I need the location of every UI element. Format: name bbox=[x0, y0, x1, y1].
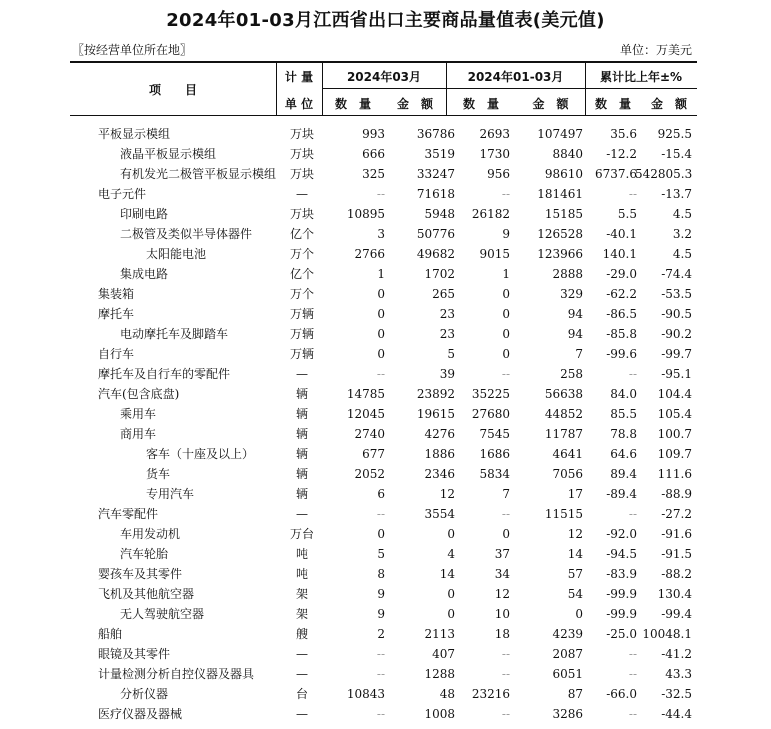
table-row bbox=[70, 244, 697, 264]
table-row bbox=[70, 664, 697, 684]
row-month-amt: 39 bbox=[439, 367, 455, 381]
row-unit: 万个 bbox=[289, 247, 314, 261]
row-month-amt: 50776 bbox=[416, 227, 455, 241]
row-month-amt: 1288 bbox=[424, 667, 455, 681]
row-cum-qty: -- bbox=[501, 507, 510, 521]
row-month-qty: 2 bbox=[377, 627, 385, 641]
row-unit: — bbox=[296, 667, 308, 681]
row-month-qty: 993 bbox=[362, 127, 385, 141]
table-row bbox=[70, 544, 697, 564]
table-row bbox=[70, 684, 697, 704]
row-cum-amt: 11515 bbox=[544, 507, 583, 521]
row-month-amt: 5 bbox=[447, 347, 455, 361]
row-cum-qty: 23216 bbox=[471, 687, 510, 701]
row-cum-amt: 329 bbox=[560, 287, 583, 301]
row-growth-amt: 43.3 bbox=[665, 667, 692, 681]
row-item-name: 摩托车 bbox=[98, 307, 135, 321]
row-growth-amt: 542805.3 bbox=[635, 167, 693, 181]
row-month-qty: 8 bbox=[377, 567, 385, 581]
row-unit: — bbox=[296, 647, 308, 661]
row-cum-qty: 0 bbox=[502, 527, 510, 541]
row-cum-qty: -- bbox=[501, 187, 510, 201]
row-month-amt: 0 bbox=[447, 587, 455, 601]
row-growth-qty: -- bbox=[628, 507, 637, 521]
row-cum-qty: 12 bbox=[494, 587, 510, 601]
row-cum-amt: 14 bbox=[567, 547, 583, 561]
row-item-name: 眼镜及其零件 bbox=[98, 647, 171, 661]
row-cum-qty: 5834 bbox=[479, 467, 510, 481]
row-cum-qty: 35225 bbox=[471, 387, 510, 401]
row-month-amt: 1008 bbox=[424, 707, 455, 721]
row-cum-qty: 9015 bbox=[479, 247, 510, 261]
row-cum-amt: 2888 bbox=[552, 267, 583, 281]
row-cum-amt: 181461 bbox=[537, 187, 583, 201]
header-growth: 累计比上年±% bbox=[599, 70, 683, 84]
row-cum-qty: 10 bbox=[494, 607, 510, 621]
row-month-qty: 0 bbox=[377, 527, 385, 541]
header-growth-amt: 金 额 bbox=[650, 97, 687, 111]
row-growth-amt: 109.7 bbox=[657, 447, 692, 461]
table-row bbox=[70, 464, 697, 484]
row-growth-amt: -99.7 bbox=[661, 347, 692, 361]
row-item-name: 电子元件 bbox=[98, 187, 147, 201]
row-unit: 万台 bbox=[289, 527, 314, 541]
row-cum-amt: 98610 bbox=[544, 167, 583, 181]
table-row bbox=[70, 564, 697, 584]
row-item-name: 二极管及类似半导体器件 bbox=[120, 227, 253, 241]
table-row bbox=[70, 604, 697, 624]
row-cum-qty: 34 bbox=[494, 567, 510, 581]
row-growth-qty: -66.0 bbox=[606, 687, 637, 701]
table-row bbox=[70, 284, 697, 304]
table-row bbox=[70, 504, 697, 524]
row-unit: 万辆 bbox=[289, 327, 314, 341]
row-growth-qty: 35.6 bbox=[610, 127, 637, 141]
row-item-name: 集成电路 bbox=[120, 267, 169, 281]
row-cum-amt: 258 bbox=[560, 367, 583, 381]
row-month-amt: 49682 bbox=[416, 247, 455, 261]
row-growth-amt: 104.4 bbox=[657, 387, 692, 401]
row-growth-amt: -99.4 bbox=[661, 607, 692, 621]
header-month: 2024年03月 bbox=[346, 70, 422, 84]
header-month-amt: 金 额 bbox=[396, 97, 433, 111]
row-unit: 亿个 bbox=[289, 227, 314, 241]
table-row bbox=[70, 704, 697, 724]
row-item-name: 乘用车 bbox=[120, 407, 157, 421]
row-cum-qty: 2693 bbox=[479, 127, 510, 141]
row-cum-qty: -- bbox=[501, 707, 510, 721]
row-growth-qty: -- bbox=[628, 647, 637, 661]
row-unit: 辆 bbox=[295, 387, 308, 401]
row-item-name: 车用发动机 bbox=[120, 527, 181, 541]
row-unit: 辆 bbox=[295, 427, 308, 441]
table-row bbox=[70, 444, 697, 464]
row-month-amt: 1702 bbox=[424, 267, 455, 281]
row-item-name: 计量检测分析自控仪器及器具 bbox=[98, 667, 255, 681]
row-growth-qty: 78.8 bbox=[610, 427, 637, 441]
table-row bbox=[70, 484, 697, 504]
row-month-amt: 23892 bbox=[416, 387, 455, 401]
table-row bbox=[70, 344, 697, 364]
page-title: 2024年01-03月江西省出口主要商品量值表(美元值) bbox=[166, 10, 605, 31]
row-month-qty: 2766 bbox=[354, 247, 385, 261]
row-growth-qty: 6737.6 bbox=[595, 167, 637, 181]
row-item-name: 集装箱 bbox=[98, 287, 135, 301]
row-unit: 万个 bbox=[289, 287, 314, 301]
row-growth-qty: -- bbox=[628, 367, 637, 381]
row-cum-amt: 54 bbox=[567, 587, 583, 601]
row-month-qty: 5 bbox=[377, 547, 385, 561]
row-item-name: 无人驾驶航空器 bbox=[120, 607, 205, 621]
header-cumulative: 2024年01-03月 bbox=[467, 70, 564, 84]
row-month-qty: 0 bbox=[377, 347, 385, 361]
row-unit: 万块 bbox=[289, 167, 314, 181]
header-unit-bottom: 单 位 bbox=[284, 97, 314, 111]
row-item-name: 货车 bbox=[146, 467, 171, 481]
row-growth-qty: -92.0 bbox=[606, 527, 637, 541]
table-row bbox=[70, 304, 697, 324]
row-month-amt: 265 bbox=[432, 287, 455, 301]
row-growth-qty: 84.0 bbox=[610, 387, 637, 401]
table-row bbox=[70, 524, 697, 544]
row-cum-amt: 4239 bbox=[552, 627, 583, 641]
row-growth-amt: -91.5 bbox=[661, 547, 692, 561]
row-growth-amt: 925.5 bbox=[657, 127, 692, 141]
row-growth-amt: 111.6 bbox=[657, 467, 692, 481]
table-row bbox=[70, 584, 697, 604]
table-row bbox=[70, 324, 697, 344]
table-row bbox=[70, 124, 697, 144]
row-unit: 万块 bbox=[289, 207, 314, 221]
row-month-qty: -- bbox=[376, 647, 385, 661]
row-growth-amt: 10048.1 bbox=[642, 627, 692, 641]
row-month-qty: 14785 bbox=[346, 387, 385, 401]
row-month-amt: 0 bbox=[447, 607, 455, 621]
row-growth-qty: -83.9 bbox=[606, 567, 637, 581]
row-unit: 辆 bbox=[295, 447, 308, 461]
row-month-amt: 23 bbox=[439, 327, 455, 341]
row-cum-qty: 7 bbox=[502, 487, 510, 501]
row-month-amt: 1886 bbox=[424, 447, 455, 461]
row-item-name: 医疗仪器及器械 bbox=[98, 707, 183, 721]
row-item-name: 飞机及其他航空器 bbox=[98, 587, 195, 601]
table-row bbox=[70, 184, 697, 204]
row-cum-amt: 4641 bbox=[552, 447, 583, 461]
row-cum-amt: 3286 bbox=[552, 707, 583, 721]
row-item-name: 汽车(包含底盘) bbox=[98, 387, 180, 401]
row-growth-amt: -91.6 bbox=[661, 527, 692, 541]
row-unit: 万辆 bbox=[289, 347, 314, 361]
header-growth-qty: 数 量 bbox=[594, 97, 631, 111]
row-unit: — bbox=[296, 367, 308, 381]
row-unit: — bbox=[296, 187, 308, 201]
row-cum-qty: 1730 bbox=[479, 147, 510, 161]
row-month-amt: 14 bbox=[439, 567, 455, 581]
row-cum-amt: 2087 bbox=[552, 647, 583, 661]
row-growth-amt: -74.4 bbox=[661, 267, 692, 281]
row-cum-qty: -- bbox=[501, 367, 510, 381]
row-cum-qty: 26182 bbox=[471, 207, 510, 221]
row-item-name: 分析仪器 bbox=[120, 687, 169, 701]
row-month-qty: -- bbox=[376, 507, 385, 521]
row-growth-amt: -44.4 bbox=[661, 707, 692, 721]
row-cum-qty: 27680 bbox=[471, 407, 510, 421]
row-cum-amt: 11787 bbox=[544, 427, 583, 441]
row-growth-qty: 140.1 bbox=[602, 247, 637, 261]
row-growth-qty: -40.1 bbox=[606, 227, 637, 241]
row-unit: 辆 bbox=[295, 407, 308, 421]
row-growth-amt: -88.9 bbox=[661, 487, 692, 501]
row-cum-amt: 94 bbox=[567, 307, 583, 321]
row-month-qty: 0 bbox=[377, 327, 385, 341]
row-cum-amt: 0 bbox=[575, 607, 583, 621]
row-month-amt: 3554 bbox=[424, 507, 455, 521]
row-month-qty: 2740 bbox=[354, 427, 385, 441]
table-row bbox=[70, 264, 697, 284]
row-growth-qty: -12.2 bbox=[606, 147, 637, 161]
row-growth-amt: -15.4 bbox=[661, 147, 692, 161]
row-month-qty: 677 bbox=[362, 447, 385, 461]
row-growth-amt: -27.2 bbox=[661, 507, 692, 521]
row-month-qty: 3 bbox=[377, 227, 385, 241]
header-cum-qty: 数 量 bbox=[462, 97, 499, 111]
row-growth-qty: -99.9 bbox=[606, 587, 637, 601]
row-cum-amt: 44852 bbox=[544, 407, 583, 421]
row-growth-amt: 4.5 bbox=[672, 247, 692, 261]
row-cum-qty: 0 bbox=[502, 307, 510, 321]
table-row bbox=[70, 644, 697, 664]
row-month-amt: 33247 bbox=[416, 167, 455, 181]
row-cum-qty: 0 bbox=[502, 327, 510, 341]
row-cum-amt: 17 bbox=[567, 487, 583, 501]
row-growth-qty: -25.0 bbox=[606, 627, 637, 641]
row-growth-amt: -95.1 bbox=[661, 367, 692, 381]
row-month-qty: 2052 bbox=[354, 467, 385, 481]
row-cum-qty: 956 bbox=[487, 167, 510, 181]
row-month-qty: 9 bbox=[377, 607, 385, 621]
row-growth-amt: 130.4 bbox=[657, 587, 692, 601]
row-growth-amt: -53.5 bbox=[661, 287, 692, 301]
row-month-qty: 10843 bbox=[346, 687, 385, 701]
row-unit: 台 bbox=[295, 687, 308, 701]
row-cum-amt: 57 bbox=[567, 567, 583, 581]
row-growth-qty: 85.5 bbox=[610, 407, 637, 421]
row-item-name: 客车（十座及以上） bbox=[146, 447, 255, 461]
row-unit: — bbox=[296, 707, 308, 721]
row-growth-amt: -90.2 bbox=[661, 327, 692, 341]
row-cum-qty: 7545 bbox=[479, 427, 510, 441]
row-cum-qty: -- bbox=[501, 647, 510, 661]
header-unit-top: 计 量 bbox=[284, 70, 314, 84]
row-growth-qty: -- bbox=[628, 707, 637, 721]
row-growth-qty: -99.6 bbox=[606, 347, 637, 361]
row-cum-amt: 12 bbox=[567, 527, 583, 541]
header-month-qty: 数 量 bbox=[334, 97, 371, 111]
row-unit: 辆 bbox=[295, 467, 308, 481]
row-unit: 吨 bbox=[295, 547, 308, 561]
row-month-qty: 6 bbox=[377, 487, 385, 501]
row-cum-amt: 7 bbox=[575, 347, 583, 361]
row-item-name: 电动摩托车及脚踏车 bbox=[120, 327, 229, 341]
row-cum-amt: 8840 bbox=[552, 147, 583, 161]
table-row bbox=[70, 364, 697, 384]
row-growth-amt: -41.2 bbox=[661, 647, 692, 661]
row-growth-qty: -85.8 bbox=[606, 327, 637, 341]
row-month-qty: 12045 bbox=[346, 407, 385, 421]
row-unit: 吨 bbox=[295, 567, 308, 581]
row-growth-qty: 64.6 bbox=[610, 447, 637, 461]
header-bottom-rule bbox=[70, 115, 697, 116]
row-growth-qty: -29.0 bbox=[606, 267, 637, 281]
row-growth-qty: -99.9 bbox=[606, 607, 637, 621]
row-month-amt: 19615 bbox=[416, 407, 455, 421]
table-row bbox=[70, 224, 697, 244]
row-month-amt: 0 bbox=[447, 527, 455, 541]
row-growth-amt: 105.4 bbox=[657, 407, 692, 421]
row-month-amt: 5948 bbox=[424, 207, 455, 221]
row-unit: — bbox=[296, 507, 308, 521]
row-item-name: 专用汽车 bbox=[146, 487, 195, 501]
header-cum-amt: 金 额 bbox=[532, 97, 569, 111]
row-growth-amt: 4.5 bbox=[672, 207, 692, 221]
unit-note: 单位：万美元 bbox=[619, 43, 692, 57]
row-month-amt: 23 bbox=[439, 307, 455, 321]
row-month-amt: 4276 bbox=[424, 427, 455, 441]
row-cum-amt: 7056 bbox=[552, 467, 583, 481]
row-month-amt: 407 bbox=[432, 647, 455, 661]
row-growth-amt: -32.5 bbox=[661, 687, 692, 701]
row-item-name: 婴孩车及其零件 bbox=[98, 567, 183, 581]
table-top-rule bbox=[70, 61, 697, 63]
row-month-qty: 10895 bbox=[346, 207, 385, 221]
row-item-name: 汽车轮胎 bbox=[120, 547, 169, 561]
row-cum-qty: 0 bbox=[502, 287, 510, 301]
row-item-name: 商用车 bbox=[120, 427, 157, 441]
row-growth-qty: 89.4 bbox=[610, 467, 637, 481]
row-growth-qty: -- bbox=[628, 187, 637, 201]
row-unit: 亿个 bbox=[289, 267, 314, 281]
row-unit: 万辆 bbox=[289, 307, 314, 321]
row-item-name: 汽车零配件 bbox=[98, 507, 159, 521]
row-cum-amt: 56638 bbox=[544, 387, 583, 401]
row-growth-amt: 3.2 bbox=[672, 227, 692, 241]
row-month-qty: 9 bbox=[377, 587, 385, 601]
row-month-amt: 2346 bbox=[424, 467, 455, 481]
table-row bbox=[70, 204, 697, 224]
row-unit: 万块 bbox=[289, 147, 314, 161]
table-row bbox=[70, 404, 697, 424]
row-growth-qty: -62.2 bbox=[606, 287, 637, 301]
row-unit: 辆 bbox=[295, 487, 308, 501]
row-cum-qty: 9 bbox=[502, 227, 510, 241]
row-item-name: 自行车 bbox=[98, 347, 135, 361]
row-cum-qty: 1 bbox=[502, 267, 510, 281]
row-month-qty: -- bbox=[376, 187, 385, 201]
row-cum-amt: 6051 bbox=[552, 667, 583, 681]
row-item-name: 印刷电路 bbox=[120, 207, 169, 221]
row-month-qty: 0 bbox=[377, 287, 385, 301]
row-growth-amt: -88.2 bbox=[661, 567, 692, 581]
row-cum-qty: -- bbox=[501, 667, 510, 681]
row-month-amt: 36786 bbox=[416, 127, 455, 141]
row-item-name: 平板显示模组 bbox=[98, 127, 171, 141]
row-month-qty: 666 bbox=[362, 147, 385, 161]
row-item-name: 液晶平板显示模组 bbox=[120, 147, 217, 161]
header-item: 项 目 bbox=[148, 83, 197, 97]
scope-note: 〖按经营单位所在地〗 bbox=[72, 43, 193, 57]
row-month-qty: -- bbox=[376, 367, 385, 381]
row-month-amt: 12 bbox=[439, 487, 455, 501]
row-cum-amt: 126528 bbox=[537, 227, 583, 241]
row-unit: 万块 bbox=[289, 127, 314, 141]
row-cum-amt: 123966 bbox=[537, 247, 583, 261]
table-row bbox=[70, 624, 697, 644]
row-month-qty: -- bbox=[376, 667, 385, 681]
row-growth-amt: -90.5 bbox=[661, 307, 692, 321]
table-row bbox=[70, 384, 697, 404]
row-cum-amt: 15185 bbox=[544, 207, 583, 221]
row-month-amt: 48 bbox=[439, 687, 455, 701]
row-cum-qty: 18 bbox=[494, 627, 510, 641]
row-growth-qty: -- bbox=[628, 667, 637, 681]
table-row bbox=[70, 424, 697, 444]
row-growth-qty: -94.5 bbox=[606, 547, 637, 561]
row-month-qty: 325 bbox=[362, 167, 385, 181]
row-cum-amt: 94 bbox=[567, 327, 583, 341]
row-month-amt: 71618 bbox=[416, 187, 455, 201]
row-growth-qty: -89.4 bbox=[606, 487, 637, 501]
row-cum-qty: 0 bbox=[502, 347, 510, 361]
row-growth-qty: -86.5 bbox=[606, 307, 637, 321]
row-month-qty: 1 bbox=[377, 267, 385, 281]
row-unit: 艘 bbox=[295, 627, 308, 641]
row-month-amt: 3519 bbox=[424, 147, 455, 161]
row-month-qty: -- bbox=[376, 707, 385, 721]
row-cum-amt: 87 bbox=[567, 687, 583, 701]
row-unit: 架 bbox=[295, 587, 308, 601]
row-item-name: 有机发光二极管平板显示模组 bbox=[120, 167, 277, 181]
table-row bbox=[70, 164, 697, 184]
row-unit: 架 bbox=[295, 607, 308, 621]
row-cum-amt: 107497 bbox=[537, 127, 583, 141]
row-item-name: 摩托车及自行车的零配件 bbox=[98, 367, 231, 381]
row-growth-amt: -13.7 bbox=[661, 187, 692, 201]
row-month-qty: 0 bbox=[377, 307, 385, 321]
row-cum-qty: 37 bbox=[494, 547, 510, 561]
header-mid-rule bbox=[322, 88, 697, 89]
row-growth-qty: 5.5 bbox=[617, 207, 637, 221]
row-growth-amt: 100.7 bbox=[657, 427, 692, 441]
row-month-amt: 2113 bbox=[424, 627, 455, 641]
row-item-name: 太阳能电池 bbox=[146, 247, 207, 261]
table-row bbox=[70, 144, 697, 164]
row-item-name: 船舶 bbox=[98, 627, 123, 641]
row-month-amt: 4 bbox=[447, 547, 455, 561]
row-cum-qty: 1686 bbox=[479, 447, 510, 461]
